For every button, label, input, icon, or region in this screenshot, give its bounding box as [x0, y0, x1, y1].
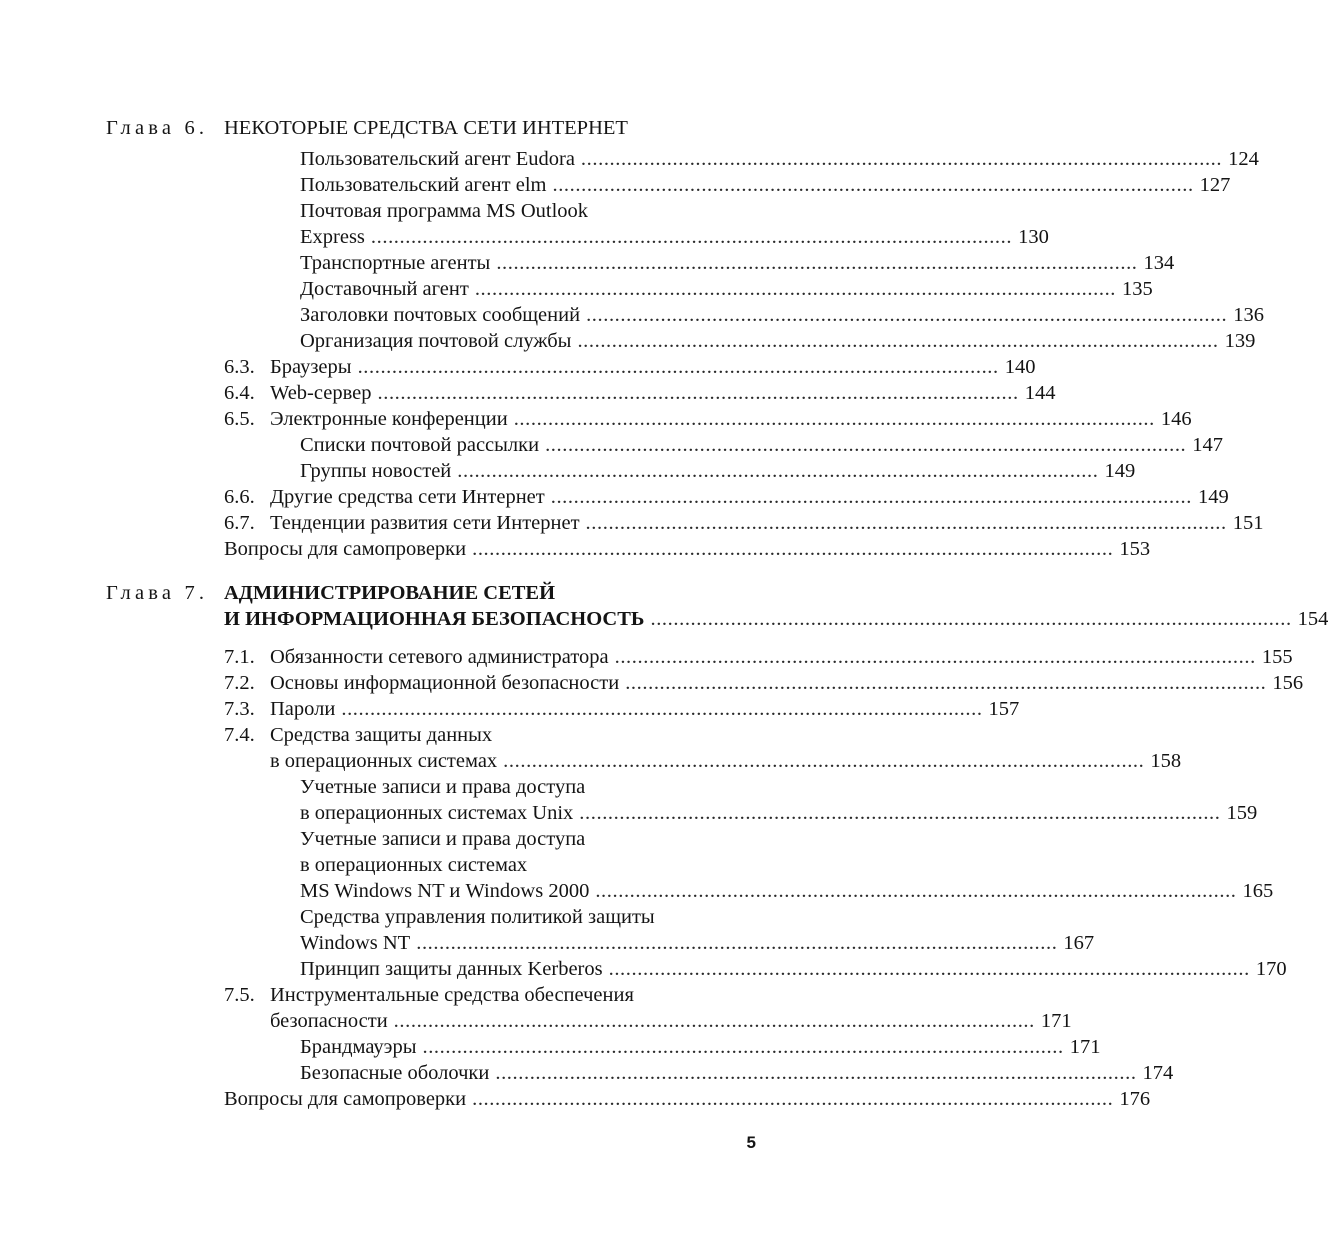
toc-entry-title: Пароли: [270, 698, 336, 720]
toc-entry-title: в операционных системах: [270, 750, 498, 772]
leader-dots: ................................................................................................................: [503, 750, 1145, 772]
toc-entry[interactable]: [300, 1034, 1101, 1060]
toc-entry-title: Другие средства сети Интернет: [270, 486, 545, 508]
toc-entry-title-line: Учетные записи и права доступа: [300, 776, 586, 798]
toc-entry[interactable]: [300, 930, 1095, 956]
leader-dots: ................................................................................................................: [370, 226, 1013, 248]
toc-entry[interactable]: [300, 800, 1258, 826]
section-number: 6.3.: [224, 356, 255, 378]
toc-entry[interactable]: [270, 644, 1293, 670]
toc-page-number: 135: [1122, 278, 1153, 300]
toc-entry-title: Доставочный агент: [300, 278, 469, 300]
toc-page-number: 165: [1242, 880, 1274, 902]
leader-dots: ................................................................................................................: [625, 672, 1267, 694]
chapter-6-label: Глава 6.: [106, 117, 209, 139]
leader-dots: ................................................................................................................: [595, 880, 1237, 902]
section-number: 7.5.: [224, 984, 255, 1006]
toc-page-number: 144: [1024, 382, 1056, 404]
toc-entry-title: MS Windows NT и Windows 2000: [300, 880, 590, 902]
leader-dots: ................................................................................................................: [577, 330, 1219, 352]
toc-page-number: 139: [1224, 330, 1256, 352]
toc-page-number: 154: [1297, 608, 1328, 630]
toc-entry-title: Windows NT: [300, 932, 411, 954]
toc-page-number: 156: [1272, 672, 1304, 694]
leader-dots: ................................................................................................................: [580, 148, 1223, 170]
toc-entry-title: Безопасные оболочки: [300, 1062, 490, 1084]
toc-entry[interactable]: [300, 328, 1256, 354]
toc-page-number: 170: [1255, 958, 1287, 980]
section-number: 7.3.: [224, 698, 255, 720]
leader-dots: ................................................................................................................: [416, 932, 1058, 954]
toc-entry[interactable]: [270, 510, 1264, 536]
toc-page-number: 124: [1228, 148, 1259, 170]
toc-page-number: 134: [1143, 252, 1175, 274]
toc-entry[interactable]: [270, 380, 1056, 406]
leader-dots: ................................................................................................................: [585, 512, 1227, 534]
toc-entry[interactable]: [300, 172, 1231, 198]
toc-entry-title-line: Средства управления политикой защиты: [300, 906, 655, 928]
toc-page-number: 149: [1197, 486, 1229, 508]
chapter-7-title-line1: АДМИНИСТРИРОВАНИЕ СЕТЕЙ: [224, 582, 556, 604]
toc-entry[interactable]: [300, 1060, 1174, 1086]
toc-entry[interactable]: [300, 956, 1287, 982]
toc-entry-title: Пользовательский агент Eudora: [300, 148, 575, 170]
leader-dots: ................................................................................................................: [545, 434, 1187, 456]
toc-entry-title: Web-сервер: [270, 382, 372, 404]
toc-entry-title: Электронные конференции: [270, 408, 508, 430]
toc-page-number: 167: [1063, 932, 1095, 954]
toc-entry-title-line: Учетные записи и права доступа: [300, 828, 586, 850]
toc-entry-title: Брандмауэры: [300, 1036, 417, 1058]
toc-entry[interactable]: [224, 606, 1328, 632]
toc-entry[interactable]: [300, 224, 1049, 250]
toc-page-number: 140: [1004, 356, 1036, 378]
leader-dots: ................................................................................................................: [552, 174, 1194, 196]
toc-entry[interactable]: [270, 1008, 1072, 1034]
toc-entry[interactable]: [300, 276, 1153, 302]
chapter-6-title: НЕКОТОРЫЕ СРЕДСТВА СЕТИ ИНТЕРНЕТ: [224, 117, 628, 139]
chapter-7-title-line2: И ИНФОРМАЦИОННАЯ БЕЗОПАСНОСТЬ: [224, 608, 645, 630]
toc-entry-title: Принцип защиты данных Kerberos: [300, 958, 603, 980]
toc-entry[interactable]: [270, 670, 1304, 696]
toc-page-number: 146: [1160, 408, 1192, 430]
leader-dots: ................................................................................................................: [472, 538, 1114, 560]
toc-page-number: 158: [1150, 750, 1182, 772]
section-number: 6.4.: [224, 382, 255, 404]
toc-entry[interactable]: [270, 354, 1036, 380]
section-number: 7.2.: [224, 672, 255, 694]
leader-dots: ................................................................................................................: [513, 408, 1155, 430]
toc-page-number: 147: [1192, 434, 1224, 456]
toc-entry-title-line: Почтовая программа MS Outlook: [300, 200, 589, 222]
toc-page-number: 171: [1040, 1010, 1072, 1032]
leader-dots: ................................................................................................................: [579, 802, 1221, 824]
leader-dots: ................................................................................................................: [608, 958, 1250, 980]
toc-page-number: 151: [1232, 512, 1264, 534]
toc-entry-title-line: Инструментальные средства обеспечения: [270, 984, 634, 1006]
leader-dots: ................................................................................................................: [457, 460, 1099, 482]
leader-dots: ................................................................................................................: [474, 278, 1117, 300]
toc-entry[interactable]: [300, 878, 1274, 904]
toc-page-number: 136: [1233, 304, 1265, 326]
toc-entry[interactable]: [300, 302, 1265, 328]
toc-entry[interactable]: [300, 146, 1259, 172]
page-number: 5: [746, 1133, 756, 1152]
toc-entry[interactable]: [270, 484, 1229, 510]
toc-entry-title: Вопросы для самопроверки: [224, 538, 467, 560]
toc-entry-title: безопасности: [270, 1010, 388, 1032]
section-number: 6.5.: [224, 408, 255, 430]
leader-dots: ................................................................................................................: [586, 304, 1228, 326]
leader-dots: ................................................................................................................: [377, 382, 1019, 404]
toc-entry-title: Группы новостей: [300, 460, 452, 482]
leader-dots: ................................................................................................................: [472, 1088, 1114, 1110]
toc-page-number: 149: [1104, 460, 1136, 482]
toc-entry-title: Вопросы для самопроверки: [224, 1088, 467, 1110]
toc-entry-title: Основы информационной безопасности: [270, 672, 620, 694]
toc-entry[interactable]: [270, 696, 1020, 722]
toc-entry-title: Транспортные агенты: [300, 252, 491, 274]
leader-dots: ................................................................................................................: [341, 698, 983, 720]
toc-entry-title: Пользовательский агент elm: [300, 174, 547, 196]
toc-entry-title-line: в операционных системах: [300, 854, 528, 876]
toc-entry[interactable]: [300, 432, 1224, 458]
toc-page-number: 130: [1018, 226, 1049, 248]
chapter-7-label: Глава 7.: [106, 582, 209, 604]
section-number: 6.6.: [224, 486, 255, 508]
toc-page-number: 153: [1119, 538, 1151, 560]
toc-page-number: 159: [1226, 802, 1258, 824]
toc-entry-title: Списки почтовой рассылки: [300, 434, 540, 456]
toc-entry-title: Обязанности сетевого администратора: [270, 646, 609, 668]
toc-page-number: 171: [1069, 1036, 1101, 1058]
toc-entry-title: Express: [300, 226, 365, 248]
toc-entry-title: Браузеры: [270, 356, 352, 378]
leader-dots: ................................................................................................................: [393, 1010, 1035, 1032]
toc-entry[interactable]: [270, 406, 1192, 432]
toc-page-number: 157: [988, 698, 1020, 720]
toc-page-number: 155: [1261, 646, 1293, 668]
toc-entry[interactable]: [224, 536, 1151, 562]
toc-entry[interactable]: [270, 748, 1182, 774]
toc-entry-title: Тенденции развития сети Интернет: [270, 512, 580, 534]
toc-entry-title: в операционных системах Unix: [300, 802, 574, 824]
section-number: 6.7.: [224, 512, 255, 534]
toc-entry[interactable]: [224, 1086, 1151, 1112]
toc-page-number: 176: [1119, 1088, 1151, 1110]
leader-dots: ................................................................................................................: [614, 646, 1256, 668]
toc-entry[interactable]: [300, 250, 1175, 276]
section-number: 7.4.: [224, 724, 255, 746]
leader-dots: ................................................................................................................: [550, 486, 1192, 508]
toc-entry-title-line: Средства защиты данных: [270, 724, 493, 746]
toc-entry-title: Организация почтовой службы: [300, 330, 572, 352]
toc-entry[interactable]: [300, 458, 1136, 484]
leader-dots: ................................................................................................................: [422, 1036, 1064, 1058]
leader-dots: ................................................................................................................: [357, 356, 999, 378]
section-number: 7.1.: [224, 646, 255, 668]
toc-entry-title: Заголовки почтовых сообщений: [300, 304, 581, 326]
leader-dots: ................................................................................................................: [650, 608, 1292, 630]
leader-dots: ................................................................................................................: [496, 252, 1138, 274]
toc-page-number: 127: [1199, 174, 1231, 196]
toc-page-number: 174: [1142, 1062, 1174, 1084]
leader-dots: ................................................................................................................: [495, 1062, 1137, 1084]
